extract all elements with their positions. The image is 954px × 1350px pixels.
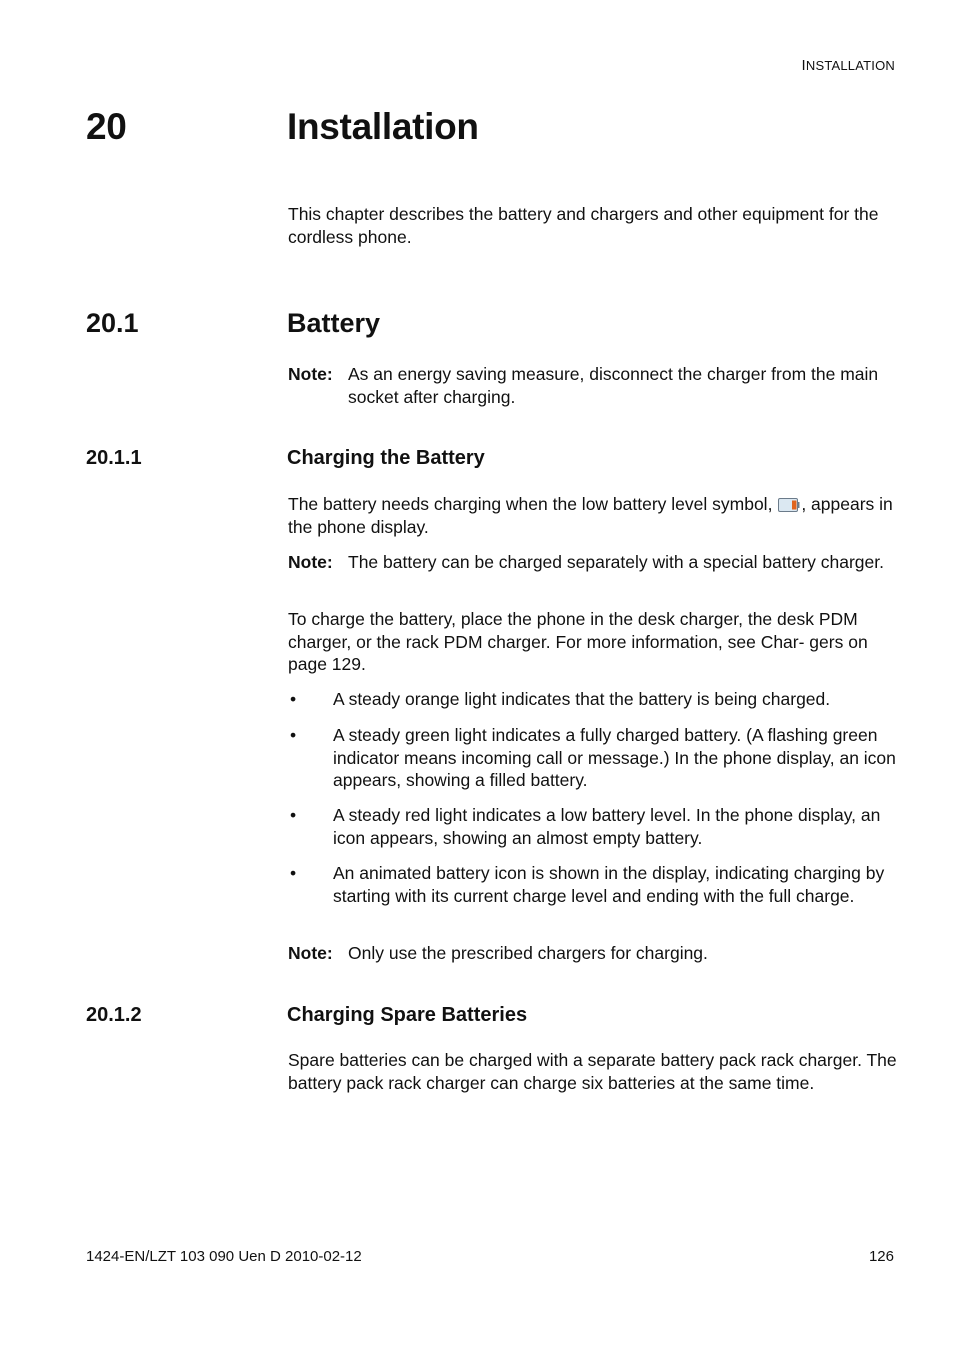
note-separate-charger	[288, 551, 900, 574]
list-item	[288, 724, 900, 792]
list-item	[288, 804, 900, 849]
footer-page-number: 126	[868, 1248, 894, 1265]
section-number: 20.1	[86, 308, 139, 338]
note-text: Only use the prescribed chargers for charging.	[348, 943, 708, 963]
low-battery-text-before: The battery needs charging when the low battery level symbol,	[288, 494, 773, 514]
note-text: The battery can be charged separately with a special battery charger.	[348, 552, 884, 572]
running-header	[802, 57, 896, 74]
chapter-title: Installation	[287, 106, 479, 147]
low-battery-paragraph	[288, 493, 900, 538]
bullet-marker: •	[290, 725, 297, 745]
spare-batteries-paragraph: Spare batteries can be charged with a separate battery pack rack charger. The battery pack rack charger can charge six batteries at the same time.	[288, 1050, 897, 1093]
list-item-text: An animated battery icon is shown in the display, indicating charging by starting with its current charge level and ending with the full charge.	[333, 863, 885, 906]
section-title: Battery	[287, 308, 381, 338]
low-battery-text-after: , appears in the phone display.	[288, 494, 893, 537]
subsection-number: 20.1.2	[86, 1004, 142, 1026]
list-item-text: A steady green light indicates a fully charged battery. (A flashing green indicator means incoming call or message.) In the phone display, an icon appears, showing a filled battery.	[333, 725, 896, 790]
note-energy-saving	[288, 363, 900, 408]
running-header-rest: NSTALLATION	[805, 58, 895, 73]
note-label: Note:	[288, 943, 333, 963]
bullet-marker: •	[290, 863, 297, 883]
note-text: As an energy saving measure, disconnect the charger from the main socket after charging.	[348, 364, 879, 407]
note-label: Note:	[288, 364, 333, 384]
list-item-text: A steady orange light indicates that the battery is being charged.	[333, 689, 831, 709]
running-header-initial: I	[801, 57, 806, 74]
footer-document-id: 1424-EN/LZT 103 090 Uen D 2010-02-12	[86, 1248, 362, 1265]
bullet-marker: •	[290, 689, 297, 709]
note-prescribed-chargers	[288, 942, 900, 965]
subsection-title: Charging Spare Batteries	[287, 1004, 528, 1026]
note-label: Note:	[288, 552, 333, 572]
subsection-title: Charging the Battery	[287, 447, 485, 469]
chapter-intro: This chapter describes the battery and chargers and other equipment for the cordless phone.	[288, 204, 879, 247]
subsection-number: 20.1.1	[86, 447, 142, 469]
charge-instructions-paragraph: To charge the battery, place the phone in the desk charger, the desk PDM charger, or the rack PDM charger. For more information, see Char- gers on page 129.	[288, 609, 868, 674]
bullet-marker: •	[290, 805, 297, 825]
list-item-text: A steady red light indicates a low battery level. In the phone display, an icon appears, showing an almost empty battery.	[333, 805, 881, 848]
list-item	[288, 862, 900, 907]
list-item	[288, 688, 900, 711]
chapter-number: 20	[86, 106, 127, 147]
low-battery-icon	[778, 495, 800, 509]
